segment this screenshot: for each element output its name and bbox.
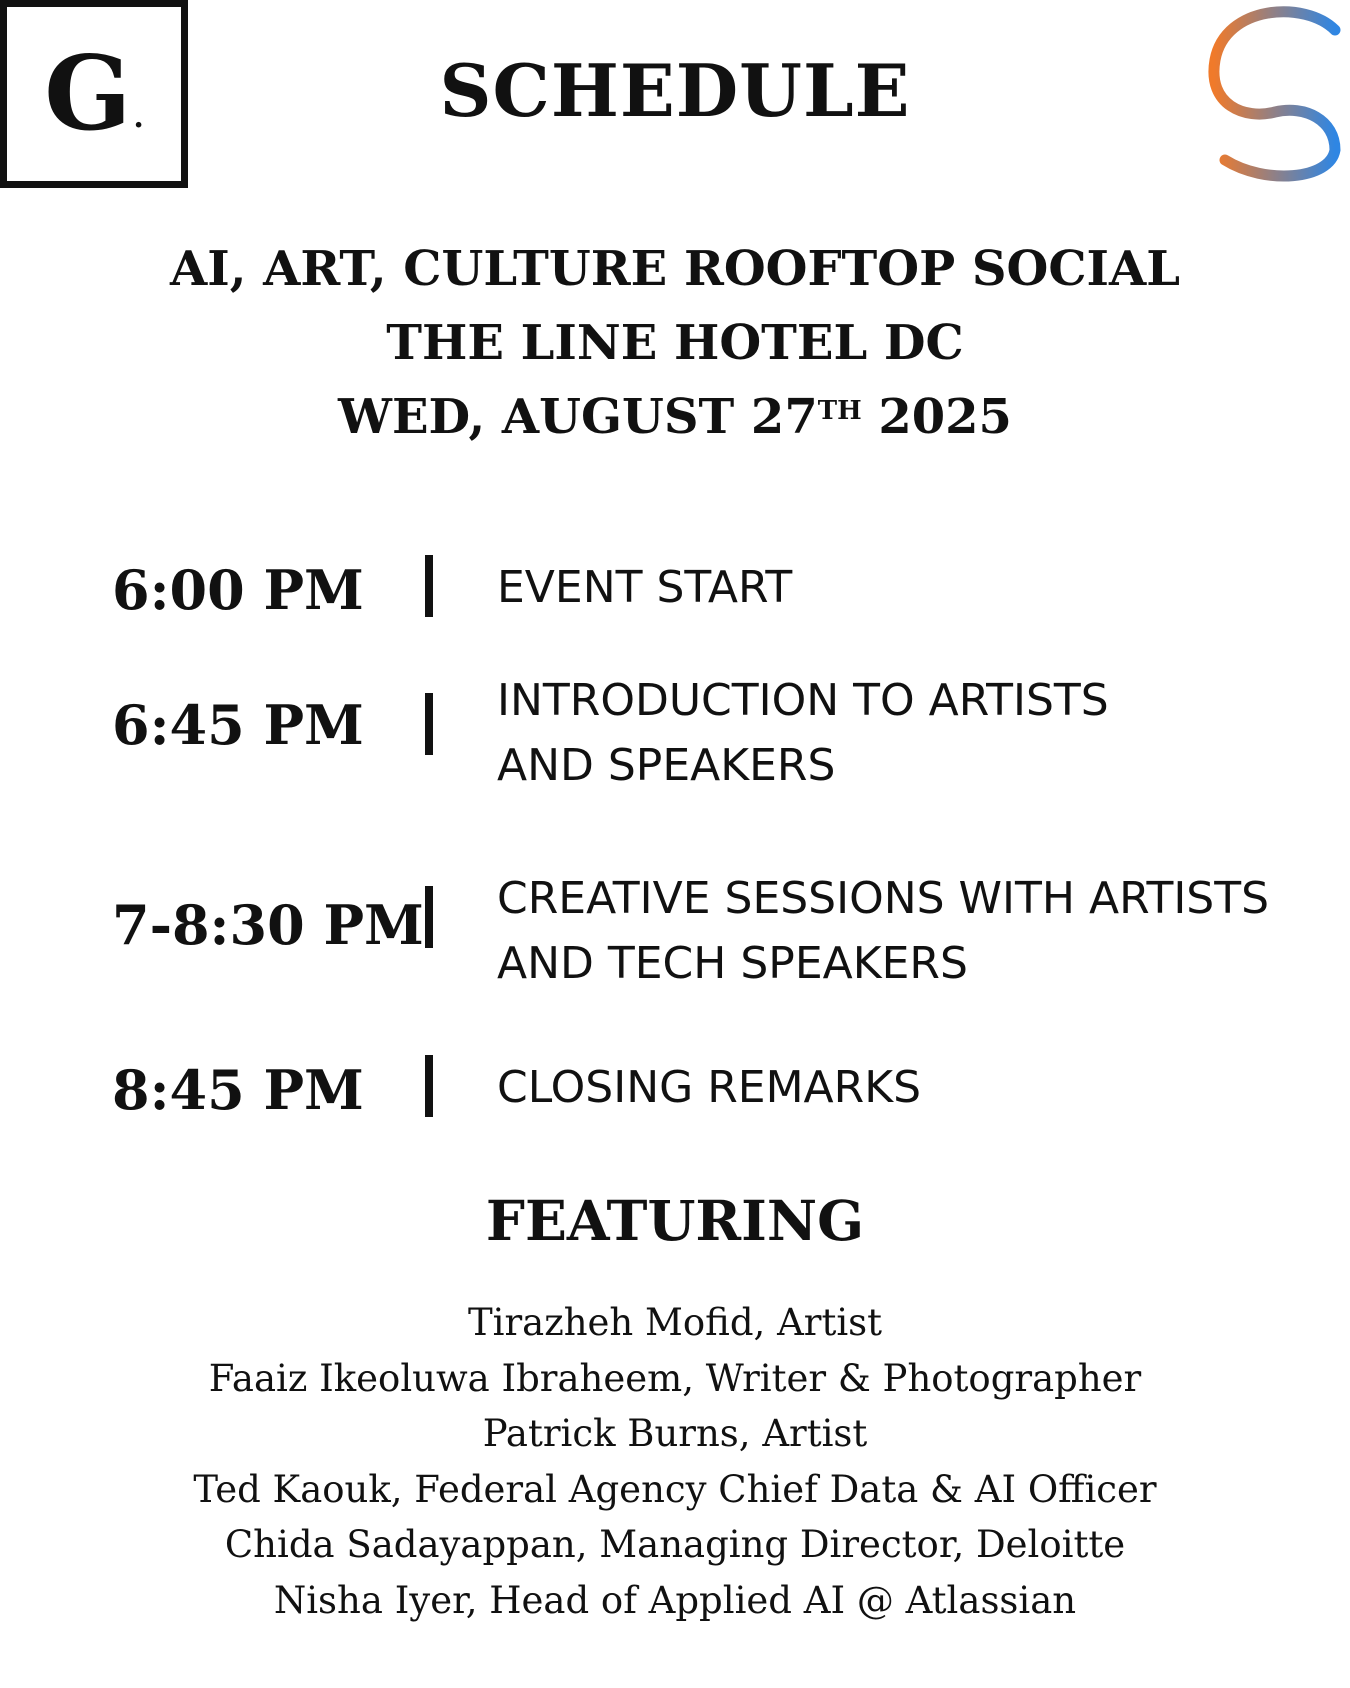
divider-bar — [425, 886, 433, 948]
featured-person: Ted Kaouk, Federal Agency Chief Data & AI Officer — [193, 1467, 1157, 1511]
schedule-description-line: INTRODUCTION TO ARTISTS — [497, 675, 1109, 726]
divider-bar — [425, 693, 433, 755]
divider-bar — [425, 1055, 433, 1117]
schedule-description — [497, 555, 792, 620]
event-name: AI, ART, CULTURE ROOFTOP SOCIAL — [170, 241, 1180, 297]
schedule-description-line: EVENT START — [497, 562, 793, 613]
event-date-main: WED, AUGUST 27 — [338, 389, 818, 445]
schedule-time: 6:45 PM — [112, 693, 364, 757]
divider-bar — [425, 555, 433, 617]
event-venue: THE LINE HOTEL DC — [386, 315, 964, 371]
schedule-row — [0, 1045, 1350, 1125]
featured-person: Nisha Iyer, Head of Applied AI @ Atlassian — [273, 1578, 1077, 1622]
schedule-time: 8:45 PM — [112, 1058, 364, 1122]
featuring-heading: FEATURING — [485, 1188, 865, 1253]
event-date-year: 2025 — [861, 389, 1012, 445]
schedule-description-line: CLOSING REMARKS — [497, 1062, 921, 1113]
event-date-suffix: TH — [817, 396, 862, 426]
schedule-time: 7-8:30 PM — [112, 893, 424, 957]
g-logo-dot: . — [133, 100, 144, 135]
featured-person: Patrick Burns, Artist — [482, 1412, 868, 1455]
schedule-description — [497, 668, 1109, 798]
schedule-row — [0, 858, 1350, 989]
featured-person: Chida Sadayappan, Managing Director, Deloitte — [224, 1523, 1126, 1566]
schedule-description — [497, 1055, 921, 1120]
schedule-description-line: AND SPEAKERS — [497, 740, 836, 791]
schedule-description-line: CREATIVE SESSIONS WITH ARTISTS — [497, 873, 1270, 924]
featuring-list — [0, 1295, 1350, 1628]
schedule-time: 6:00 PM — [112, 558, 364, 622]
featured-person: Faaiz Ikeoluwa Ibraheem, Writer & Photographer — [208, 1356, 1142, 1400]
schedule-description-line: AND TECH SPEAKERS — [497, 938, 968, 989]
event-date — [0, 380, 1350, 454]
schedule-row — [0, 660, 1350, 791]
schedule-description — [497, 866, 1269, 996]
schedule-row — [0, 545, 1350, 625]
page-title: SCHEDULE — [439, 48, 911, 133]
g-logo-letter: G — [44, 34, 132, 154]
event-info — [0, 232, 1350, 454]
featured-person: Tirazheh Mofid, Artist — [467, 1301, 883, 1344]
